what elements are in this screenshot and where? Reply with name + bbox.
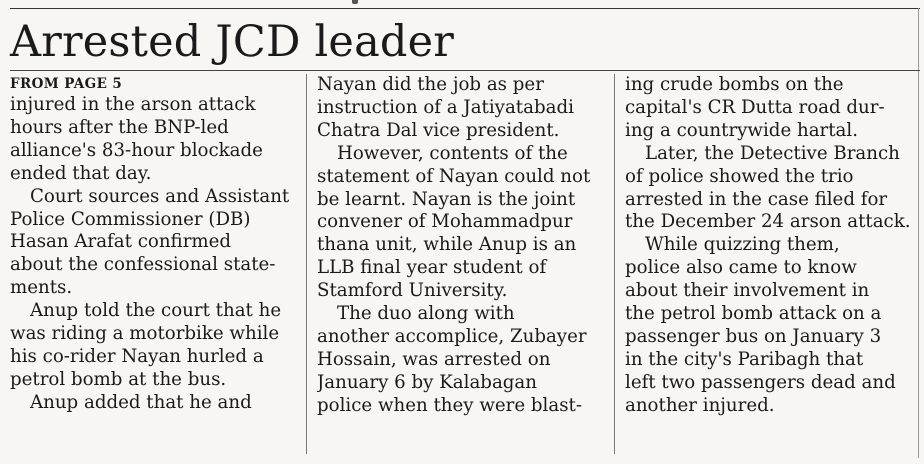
text-line: thana unit, while Anup is an xyxy=(317,234,577,256)
text-line: passenger bus on January 3 xyxy=(625,325,882,347)
top-rule xyxy=(10,8,920,9)
text-line: arrested in the case filed for xyxy=(625,188,888,210)
text-line: another accomplice, Zubayer xyxy=(317,325,587,347)
text-line: Anup told the court that he xyxy=(30,300,282,322)
text-line: left two passengers dead and xyxy=(625,371,896,393)
text-line: alliance's 83-hour blockade xyxy=(10,139,263,161)
text-line: Hossain, was arrested on xyxy=(317,348,551,370)
text-line: ing crude bombs on the xyxy=(625,74,844,95)
text-line: Police Commissioner (DB) xyxy=(10,208,251,230)
column-1-body xyxy=(10,94,298,415)
text-line: ended that day. xyxy=(10,162,152,184)
text-line: statement of Nayan could not xyxy=(317,165,591,187)
text-line: about their involvement in xyxy=(625,280,870,302)
text-line: Stamford University. xyxy=(317,280,508,302)
continuation-kicker: FROM PAGE 5 xyxy=(10,76,123,92)
text-line: police when they were blast- xyxy=(317,394,582,416)
text-line: capital's CR Dutta road dur- xyxy=(625,96,885,118)
text-line: injured in the arson attack xyxy=(10,94,256,115)
text-line: was riding a motorbike while xyxy=(10,323,280,345)
text-line: the petrol bomb attack on a xyxy=(625,303,882,325)
text-line: instruction of a Jatiyatabadi xyxy=(317,96,574,118)
text-line: The duo along with xyxy=(337,303,515,325)
column-divider xyxy=(306,74,307,454)
article-column-2 xyxy=(317,74,607,418)
text-line: Anup added that he and xyxy=(30,391,252,413)
text-line: Court sources and Assistant xyxy=(30,185,290,207)
column-2-body xyxy=(317,74,607,418)
text-line: January 6 by Kalabagan xyxy=(317,371,537,393)
text-line: convener of Mohammadpur xyxy=(317,211,573,233)
text-line: another injured. xyxy=(625,394,775,416)
text-line: petrol bomb at the bus. xyxy=(10,368,227,390)
text-line: Nayan did the job as per xyxy=(317,74,544,95)
text-line: the December 24 arson attack. xyxy=(625,211,911,233)
text-line: police also came to know xyxy=(625,257,857,279)
fold-mark xyxy=(352,0,358,4)
text-line: ing a countrywide hartal. xyxy=(625,119,858,141)
text-line: While quizzing them, xyxy=(645,234,840,256)
article-column-1 xyxy=(10,74,298,415)
column-divider xyxy=(614,74,615,454)
text-line: be learnt. Nayan is the joint xyxy=(317,188,576,210)
headline-rule xyxy=(10,70,920,71)
column-3-body xyxy=(625,74,915,418)
text-line: However, contents of the xyxy=(337,142,568,164)
text-line: Hasan Arafat confirmed xyxy=(10,231,232,253)
text-line: hours after the BNP-led xyxy=(10,116,229,138)
text-line: Later, the Detective Branch xyxy=(645,142,900,164)
text-line: about the confessional state- xyxy=(10,254,276,276)
text-line: ments. xyxy=(10,277,73,299)
article-column-3 xyxy=(625,74,915,418)
text-line: his co-rider Nayan hurled a xyxy=(10,345,264,367)
text-line: Chatra Dal vice president. xyxy=(317,119,560,141)
headline: Arrested JCD leader xyxy=(10,17,455,67)
text-line: in the city's Paribagh that xyxy=(625,348,864,370)
page-edge-rule xyxy=(918,8,919,458)
text-line: of police showed the trio xyxy=(625,165,854,187)
text-line: LLB final year student of xyxy=(317,257,547,279)
